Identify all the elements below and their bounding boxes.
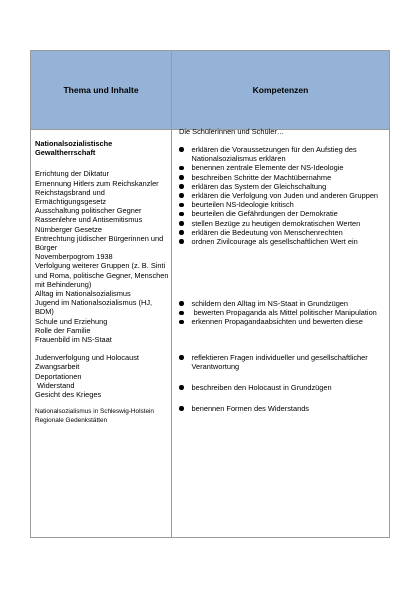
topic-item: Jugend im Nationalsozialismus (HJ, BDM)	[35, 298, 153, 317]
topic-item: Widerstand	[35, 380, 75, 390]
bullet-icon	[179, 230, 184, 235]
topics-column	[35, 139, 169, 425]
competency-item: erklären die Bedeutung von Menschenrechten	[179, 228, 389, 237]
topic-item: Frauenbild im NS-Staat	[35, 335, 112, 345]
topic-item: Entrechtung jüdischer Bürgerinnen und Bürger	[35, 233, 164, 253]
bullet-icon	[179, 385, 184, 390]
competency-list-4	[179, 383, 389, 392]
topic-item: Judenverfolgung und Holocaust	[35, 353, 139, 363]
competency-list-1	[179, 145, 389, 246]
topic-item: Deportationen	[35, 371, 82, 381]
competency-item: erklären die Verfolgung von Juden und anderen Gruppen	[179, 191, 389, 200]
bullet-icon	[179, 221, 184, 226]
competency-list-2	[179, 299, 389, 327]
topic-item: Reichstagsbrand und Ermächtigungsgesetz	[35, 187, 107, 207]
header-competencies: Kompetenzen	[252, 85, 309, 95]
topic-item: Alltag im Nationalsozialismus	[35, 289, 131, 299]
bullet-icon	[179, 239, 184, 244]
competency-item: stellen Bezüge zu heutigen demokratischen Werten	[179, 219, 389, 228]
bullet-icon	[179, 311, 184, 316]
competency-item: benennen Formen des Widerstands	[179, 404, 389, 413]
bullet-icon	[179, 203, 184, 208]
bullet-icon	[179, 406, 184, 411]
topic-list-regional	[35, 408, 169, 425]
topic-list-holocaust	[35, 353, 169, 399]
topic-item: Errichtung der Diktatur	[35, 169, 109, 179]
competency-list-3	[179, 353, 389, 371]
topic-item: Nationalsozialismus in Schleswig-Holstein	[35, 408, 154, 416]
competency-item: erklären die Voraussetzungen für den Aufstieg des Nationalsozialismus erklären	[179, 145, 389, 163]
competency-item: schildern den Alltag im NS-Staat in Grundzügen	[179, 299, 389, 308]
topic-item: Gesicht des Krieges	[35, 390, 102, 400]
bullet-icon	[179, 175, 184, 180]
topic-item: Ernennung Hitlers zum Reichskanzler	[35, 178, 159, 188]
competencies-intro: Die Schülerinnen und Schüler…	[179, 127, 285, 136]
topic-item: Regionale Gedenkstätten	[35, 416, 108, 424]
competency-item: beschreiben Schritte der Machtübernahme	[179, 173, 389, 182]
curriculum-table	[30, 50, 390, 538]
bullet-icon	[179, 355, 184, 360]
topic-item: Schule und Erziehung	[35, 316, 108, 326]
competency-item: erkennen Propagandaabsichten und bewerten diese	[179, 317, 389, 326]
topic-item: Nürnberger Gesetze	[35, 224, 102, 234]
competency-list-5	[179, 404, 389, 413]
competency-item: benennen zentrale Elemente der NS-Ideologie	[179, 163, 389, 172]
competency-item: ordnen Zivilcourage als gesellschaftlichen Wert ein	[179, 237, 389, 246]
bullet-icon	[179, 184, 184, 189]
topic-item: Novemberpogrom 1938	[35, 252, 113, 262]
competency-item: beurteilen NS-Ideologie kritisch	[179, 200, 389, 209]
topic-item: Rassenlehre und Antisemitismus	[35, 215, 143, 225]
competency-item: beurteilen die Gefährdungen der Demokratie	[179, 209, 389, 218]
topic-title: Nationalsozialistische Gewaltherrschaft	[35, 139, 113, 158]
competency-item: reflektieren Fragen individueller und gesellschaftlicher Verantwortung	[179, 353, 389, 371]
bullet-icon	[179, 166, 184, 171]
bullet-icon	[179, 301, 184, 306]
bullet-icon	[179, 212, 184, 217]
topic-list-main	[35, 169, 169, 344]
bullet-icon	[179, 193, 184, 198]
bullet-icon	[179, 147, 184, 152]
topic-item: Verfolgung weiterer Gruppen (z. B. Sinti und Roma, politische Gegner, Menschen mit Behinderung)	[35, 261, 169, 289]
competency-item: erklären das System der Gleichschaltung	[179, 182, 389, 191]
topic-item: Ausschaltung politischer Gegner	[35, 206, 142, 216]
competency-item: beschreiben den Holocaust in Grundzügen	[179, 383, 389, 392]
topic-item: Zwangsarbeit	[35, 362, 80, 372]
header-topics: Thema und Inhalte	[63, 85, 139, 95]
topic-item: Rolle der Familie	[35, 325, 91, 335]
bullet-icon	[179, 320, 184, 325]
competency-item: bewerten Propaganda als Mittel politischer Manipulation	[179, 308, 389, 317]
